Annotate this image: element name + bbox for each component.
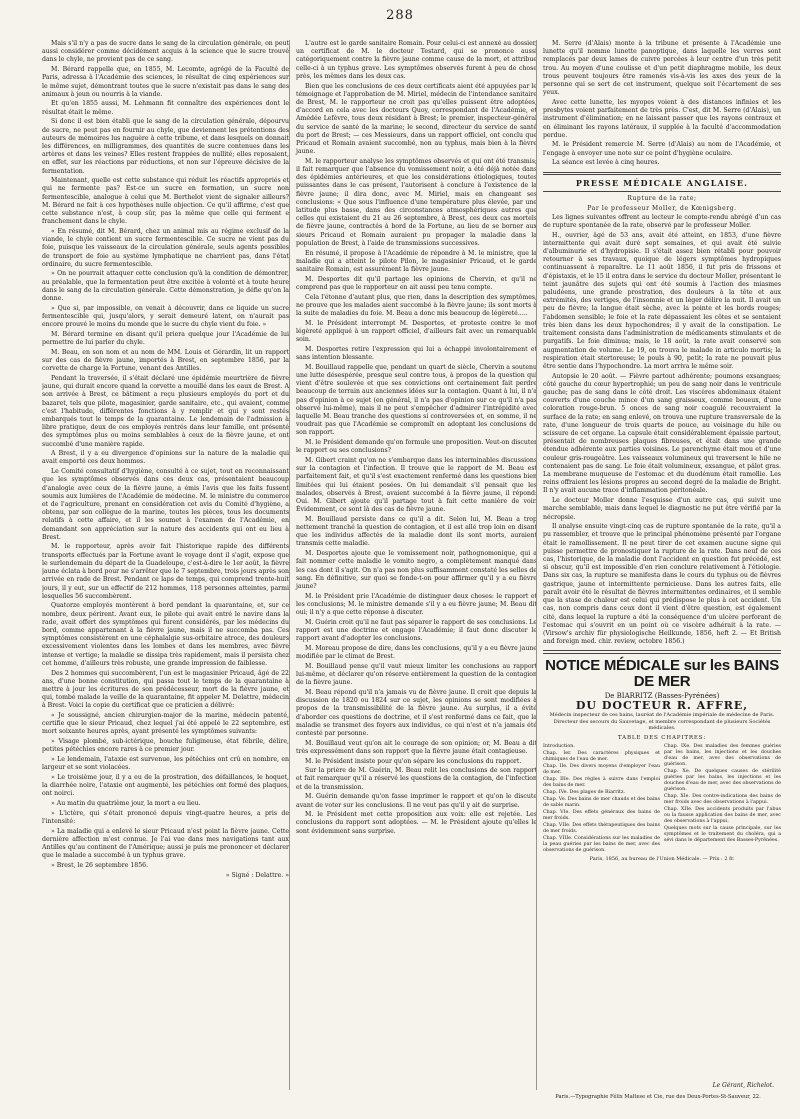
paragraph: Mais s'il n'y a pas de sucre dans le sang de la circulation générale, on peut aussi considérer comme décidément acquis à la science que le sucre trouvé dans le chyle, ne provient pas de ce sang. [42,40,289,64]
paragraph: Et qu'en 1855 aussi, M. Lehmann fit connaître des expériences dont le résultat était le même. [42,100,289,116]
toc-entry: Chap. XIe. Des contre-indications des bains de mer froids avec des observations à l'appui. [664,793,781,805]
paragraph: M. Desportes dit qu'il partage les opinions de Chervin, et qu'il ne comprend pas que le rapporteur en ait aussi peu tenu compte. [296,275,537,291]
paragraph: Si donc il est bien établi que le sang de la circulation générale, dépourvu de sucre, ne peut pas en fournir au chyle, que deviennent les prétentions des auteurs de mémoires lus naguère à cette tribune, et dans lesquels on donnait les différences, en milligrammes, des quantités de sucre contenues dans les artères et dans les veines? Elles restent frappées de nullité; elles reposaient, en effet, sur les réactions par réductions, et non sur l'épreuve décisive de la fermentation. [42,118,289,175]
imprint: Paris.—Typographie Félix Maltese et Cie, rue des Deux-Portes-St-Sauveur, 22. [555,1094,761,1100]
toc-entry: Introduction. [543,743,575,749]
divider [543,191,781,192]
toc-title: TABLE DES CHAPITRES: [617,734,707,741]
paragraph: « Je soussigné, ancien chirurgien-major de la marine, médecin patenté, certifie que le sieur Pricaud, chez lequel j'ai été appelé le 22 septembre, est mort soixante heures après, ayant présenté les symptômes suivants: [42,712,289,736]
paragraph: Cela l'étonne d'autant plus, que rien, dans la description des symptômes, ne prouve que les malades aient succombé à la fièvre jaune; ils sont morts à la suite de maladies du foie. M. Beau a donc mis beaucoup de légèreté..... [296,293,537,317]
toc-entry: Chap. Ier. Des caractères physiques et chimiques de l'eau de mer. [543,750,660,762]
paragraph: M. le Président met cette proposition aux voix: elle est rejetée. Les conclusions du rapport sont adoptées. — M. le Président ajoute qu'elles le sont évidemment sans surprise. [296,811,537,835]
signature: » Signé : Delattre. » [225,871,289,879]
paragraph: Des 2 hommes qui succombèrent, l'un est le magasinier Pricaud, âgé de 22 ans, d'une bonne constitution, qui passa tout le temps de la quarantaine à mettre à jour les écritures de son prédécesseur, mort de la fièvre jaune, et qui, tombé malade la veille de la quarantaine, fit appeler M. Delattre, médecin à Brest. Voici la copie du certificat que ce praticien a délivré: [42,669,289,710]
paragraph: » Au matin du quatrième jour, la mort a eu lieu. [51,800,201,808]
paragraph: » L'ictère, qui s'était prononcé depuis vingt-quatre heures, a pris de l'intensité: [42,809,289,825]
paragraph: M. Desportes retire l'expression qui lui a échappé involontairement et sans intention blessante. [296,345,537,362]
paragraph: M. le Président demande qu'on formule une proposition. Veut-on discuter le rapport ou ses conclusions? [296,439,537,455]
article-title: Rupture de la rate; [627,195,697,203]
paragraph: M. Bouillaud pense qu'il vaut mieux limiter les conclusions au rapport lui-même, et déclarer qu'on réserve entièrement la question de la contagion de la fièvre jaune. [296,662,537,687]
ad-credentials: Médecin inspecteur de ces bains, lauréat de l'Académie impériale de médecine de Paris. Directeur des secours du Sauvetage, et membre correspondant de plusieurs Sociétés médicales. [549,712,775,732]
paragraph: M. le Président interrompt M. Desportes, et proteste contre le mot légèreté appliqué à un rapport officiel, d'ailleurs fait avec un remarquable soin. [296,319,537,344]
paragraph: A Brest, il y a eu divergence d'opinions sur la nature de la maladie qui avait emporté ces deux hommes. [42,450,289,466]
table-of-contents [543,744,781,855]
paragraph: Autopsie le 20 août. — Fièvre partout adhérente; poumons exsangues; côté gauche du cœur hypertrophié; un peu de sang noir dans le ventricule gauche; pas de sang dans le côté droit. Les viscères abdominaux étaient couverts d'une couche mince d'un sang graisseux, comme boueux, d'une coloration rouge-brun. 5 onces de sang noir coagulé recouvraient la surface de la rate; en sang enlevé, on trouva une rupture transversale de la rate, d'une longueur de trois quarts de pouce, au voisinage du hile ou scissure de cet organe. La capsule était considérablement épaissie partout, présentait de nombreuses plaques fibreuses, et était dans une grande étendue adhérente aux parties voisines. Le parenchyme était mou et d'une couleur gris-rougeâtre. Les vaisseaux volumineux qui traversent le hile ne contenaient pas de sang. Le foie était volumineux, exsangue, et pâlot gras. La membrane muqueuse de l'estomac et du duodénum était ramollie. Les reins offraient les lésions propres au second degré de la maladie de Bright. Il n'y avait aucune trace d'inflammation péritonéale. [543,372,781,495]
gerant-line: Le Gérant, Richelot. [712,1082,774,1089]
toc-entry: Chap. XIIe. Des accidents produits par l'abus ou la fausse application des bains de mer, avec des observations à l'appui. [664,806,781,824]
paragraph: » Visage plombé, sub-ictérique, bouche fuligineuse, état fébrile, délire, petites pétéchies encore rares à ce premier jour. [42,738,289,754]
paragraph: Quatorze employés montèrent à bord pendant la quarantaine, et, sur ce nombre, deux périrent. Avant eux, le pilote qui avait entré le navire dans la rade, avait offert des symptômes qui furent considérés, par les médecins du bord, comme appartenant à la fièvre jaune, mais il ne succomba pas. Ces symptômes consistèrent en une céphalalgie sus-orbitaire atroce, des douleurs excessivement violentes dans les lombes et dans les membres, avec fièvre intense et vertige; la maladie se dissipa très rapidement, mais il persista chez cet homme, d'ailleurs très robuste, une grande impression de faiblesse. [42,602,289,667]
paragraph: Maintenant, quelle est cette substance qui réduit les réactifs appropriés et qui ne fermente pas? Est-ce un sucre en formation, un sucre non fermentescible, analogue à celui que M. Berthelot vient de signaler ailleurs? M. Bérard ne fait à ces hypothèses nulle objection. Ce qu'il affirme, c'est que cette substance n'est, à coup sûr, pas la même que celle qui ferment e franchement dans le chyle. [42,177,289,226]
paragraph: » On ne pourrait attaquer cette conclusion qu'à la condition de démontrer, au préalable, que la fermentation peut être excitée à volonté et à toute heure dans le sang de la circulation générale. Cette démonstration, je défie qu'on la donne. [42,270,289,303]
column-2 [289,40,537,1090]
section-heading: PRESSE MÉDICALE ANGLAISE. [575,178,749,189]
section-divider [543,172,781,176]
ad-title: NOTICE MÉDICALE sur les BAINS DE MER [545,656,779,690]
paragraph: Il analyse ensuite vingt-cinq cas de rupture spontanée de la rate, qu'il a pu rassembler, et trouve que le principal phénomène présenté par l'organe était le ramollissement. Il ne peut tirer de cet examen aucune signe qui puisse permettre de pronostiquer la rupture de la rate. Dans neuf de ces cas, l'historique, de la maladie dont l'accident en question fut précédé, est si obscur, qu'il est impossible d'en rien conclure relativement à l'étiologie. Dans six cas, la rupture se manifesta dans le cours du typhus ou de fièvres gastrique, jaune et intermittente pernicieuse. Dans les autres faits, elle paraît avoir été le résultat de fièvres intermittentes ordinaires, et il semble que la stase de chaleur est celui qui prédispose le plus à cet accident. Un cas, non compris dans ceux dont il vient d'être question, est également cité, dans lequel la rupture a été la conséquence d'un ulcère perforant de l'estomac qui s'ouvrit en un point où ce viscère adhérait à la rate. — (Virsow's archiv für physiologische Heilkunde, 1856, heft 2. — Et British and foreign med. chir. review, octobre 1856.) [543,523,781,646]
column-1 [42,40,289,1090]
paragraph: M. Beau, en son nom et au nom de MM. Louis et Gérardin, lit un rapport sur des cas de fièvre jaune, importés à Brest, en septembre 1856, par la corvette de charge la Fortune, venant des Antilles. [42,348,289,373]
paragraph: M. Guérin croit qu'il ne faut pas séparer le rapport de ses conclusions. Le rapport est une doctrine et engage l'Académie; il faut donc discuter le rapport avant d'adopter les conclusions. [296,618,537,643]
article-author: Par le professeur Moller, de Kœnigsberg. [587,204,737,212]
paragraph: » Brest, le 26 septembre 1856. [51,862,149,869]
paragraph: H., ouvrier, âgé de 53 ans, avait été atteint, en 1853, d'une fièvre intermittente qui avait duré sept semaines, et qui avait été suivie d'albuminurie et d'hydropisie. Il s'était assez bien rétabli pour pouvoir retourner à ses travaux, quoique de légers symptômes hydropiques continuassent à reparaître. Le 11 août 1856, il fut pris de frissons et d'épistaxis, et le 15 il entra dans le service du docteur Moller, présentant le teint jaunâtre des sujets qui ont été soumis à l'action des miasmes paludéens, une grande prostration, des douleurs à la tête et aux extrémités, des vertiges, de l'insomnie et un léger délire la nuit. Il avait un peu de fièvre; la langue était sèche, avec la pointe et les bords rouges; l'abdomen sensible; le foie et la rate dépassaient les côtes et se sentaient très bien dans les deux hypochondres; il y avait de la constipation. Le traitement consista dans l'administration de médicaments stimulants et de purgatifs. Le foie diminua; mais, le 18 août, la rate avait conservé son augmentation de volume. Le 19, on trouva le malade in articulo mortis; la respiration était stertoreuse; le pouls à 90, petit; la rate ne pouvait plus être sentie dans l'hypochondre. La mort arriva le même soir. [543,231,781,370]
advertisement [543,658,781,862]
toc-entry: Chap. VIIIe. Considérations sur les maladies de la peau guéries par les bains de mer, avec des observations de guérison. [543,835,660,853]
paragraph: M. Serre (d'Alais) monte à la tribune et présente à l'Académie une lunette qu'il nomme lunette panoptique, dans laquelle les verres sont remplacés par deux lames de cuivre percées à leur centre d'un très petit trou. Au moyen d'une coulisse et d'un petit diaphragme mobile, les deux trous peuvent toujours être ramenés vis-à-vis les axes des yeux de la personne qui se sert de cet instrument, quelque soit l'écartement de ses yeux. [543,40,781,97]
paragraph: En résumé, il propose à l'Académie de répondre à M. le ministre, que la maladie qui a atteint le pilote Pilon, le magasinier Pricaud, et le garde sanitaire Romain, est assurément la fièvre jaune. [296,249,537,273]
page-number: 288 [386,8,414,23]
paragraph: M. le rapporteur, après avoir fait l'historique rapide des différents transports effectués par la Fortune avant le voyage dont il s'agit, expose que le surlendemain du départ de la Guadeloupe, c'est-à-dire le 1er août, la fièvre jaune éclata à bord pour ne s'arrêter que le 7 septembre, trois jours après son arrivée en rade de Brest. Pendant ce laps de temps, qui comprend trente-huit jours, il y eut, sur un effectif de 212 hommes, 118 personnes atteintes, parmi lesquelles 56 succombèrent. [42,543,289,600]
paragraph: M. Gibert craint qu'on ne s'embarque dans les interminables discussions sur la contagion et l'infection. Il trouve que le rapport de M. Beau est parfaitement fait, et qu'il s'est exactement renfermé dans les questions bien limitées qui lui étaient posées. On lui demandait s'il pensait que les malades, observés à Brest, avaient succombé à la fièvre jaune, il répond: Oui. M. Gibert ajoute qu'il partage tout à fait cette manière de voir. Évidemment, ce sont là des cas de fièvre jaune. [296,456,537,514]
paragraph: M. Bouillaud veut qu'on ait le courage de son opinion; or, M. Beau a dit très expressément dans son rapport que la fièvre jaune était contagieuse. [296,739,537,755]
paragraph: M. Bérard termine en disant qu'il priera quelque jour l'Académie de lui permettre de lui parler du chyle. [42,330,289,347]
paragraph: M. le rapporteur analyse les symptômes observés et qui ont été transmis; il fait remarquer que l'absence du vomissement noir, a été déjà notée dans des épidémies antérieures, et que les considérations étiologiques, toutes puissantes dans le cas présent, l'autorisent à conclure à l'existence de la fièvre jaune; il dira donc, avec M. Miriel, mais en changeant ses conclusions: « Que sous l'influence d'une température plus élevée, par une latitude plus basse, dans des circonstances atmosphériques autres que celles qui existaient du 21 au 26 septembre, à Brest, ces deux cas mortels de fièvre jaune, contractés à bord de la Fortune, au lieu de se borner aux sieurs Pricaud et Romain auraient pu propager la maladie dans la population de Brest, à l'aide de transmissions successives. [296,157,537,247]
paragraph: » Le lendemain, l'ataxie est survenue, les pétéchies ont crû en nombre, en largeur et se sont violacées. [42,756,289,772]
paragraph: M. Bérard rappelle que, en 1855, M. Lecomte, agrégé de la Faculté de Paris, adressa à l'Académie des sciences, le résultat de cinq expériences sur le même sujet, démontrant toutes que le sucre n'existait pas dans le sang des animaux à jeun ou nourris à la viande. [42,66,289,98]
paragraph: M. le Président insiste pour qu'on sépare les conclusions du rapport. [305,757,522,765]
ad-doctor: DU DOCTEUR R. AFFRE, [575,699,749,713]
toc-entry: Chap. VIe. Des effets généraux des bains de mer froids. [543,809,660,821]
toc-entry: Chap. IIe. Des divers moyens d'employer l'eau de mer. [543,763,660,775]
paragraph: M. Guérin demande qu'on fasse imprimer le rapport et qu'on le discute avant de voter sur les conclusions. Il ne veut pas qu'il y ait de surprise. [296,793,537,809]
ad-place: De BIARRITZ (Basses-Pyrénées) [604,691,720,700]
paragraph: M. Bouillaud persiste dans ce qu'il a dit. Selon lui, M. Beau a trop nettement tranché la question de contagion, et il est allé trop loin en disant que les individus affectés de la maladie dont ils sont morts, auraient transmis cette maladie. [296,515,537,548]
paragraph: » Que si, par impossible, on venait à découvrir, dans ce liquide un sucre fermentescible qui, jusqu'alors, y serait demeuré latent, on n'aurait pas encore prouvé le moins du monde que le sucre du chyle vient du foie. » [42,304,289,329]
toc-entry: Chap. Xe. De quelques causes de stérilité guéries par les bains, les injections et les douches d'eau de mer, avec des observations de guérison. [664,768,781,792]
paragraph: M. Desportes ajoute que le vomissement noir, pathognomonique, qui a fait nommer cette maladie le vomito negro, a complètement manqué dans les cas dont il s'agit. On n'a pas non plus suffisamment constaté les selles de sang. En définitive, sur quoi se fonde-t-on pour affirmer qu'il y a eu fièvre jaune? [296,550,537,590]
toc-entry: Chap. IVe. Des plages de Biarritz. [543,789,626,795]
toc-entry: Chap. IIIe. Des règles à suivre dans l'emploi des bains de mer. [543,776,660,788]
paragraph: Le docteur Moller donne l'esquisse d'un autre cas, qui suivit une marche semblable, mais dans lequel le diagnostic ne put être vérifié par la nécropsie. [543,497,781,521]
paragraph: » Le troisième jour, il y a eu de la prostration, des défaillances, le hoquet, la diarrhée noire, l'ataxie ont augmenté, les pétéchies ont formé des plaques, ont noirci. [42,773,289,798]
ad-publisher: Paris, 1856, au bureau de l'Union Médicale. — Prix : 2 fr. [589,855,735,862]
paragraph: Sur la prière de M. Guérin, M. Beau relit les conclusions de son rapport et fait remarquer qu'il a réservé les questions de la contagion, de l'infection et de la transmission. [296,767,537,791]
paragraph: M. Beau répond qu'il n'a jamais vu de fièvre jaune. Il croit que depuis la discussion de 1820 ou 1824 sur ce sujet, les opinions se sont modifiées à propos de la transmissibilité de la fièvre jaune. Au surplus, il a évité d'aborder ces questions de doctrine, et il s'est renfermé dans ce fait, que la maladie se transmet des foyers aux individus, ce qui n'est et n'a jamais été contesté par personne. [296,688,537,737]
paragraph: « En résumé, dit M. Bérard, chez un animal mis au régime exclusif de la viande, le chyle contient un sucre fermentescible. Ce sucre ne vient pas du foie, puisque les vaisseaux de la circulation générale, seuls agents possibles de transport de foie au système lymphatique ne charrient pas, dans l'état ordinaire, du sucre fermentescible. [42,227,289,268]
paragraph: Le Comité consultatif d'hygiène, consulté à ce sujet, tout en reconnaissant que les symptômes observés dans ces deux cas, présentaient beaucoup d'analogie avec ceux de la fièvre jaune, a émis l'avis que les faits fussent soumis aux lumières de l'Académie de médecine. M. le ministre du commerce et de l'agriculture, prenant en considération cet avis du Comité d'hygiène, a obtenu, par son collègue de la marine, toutes les pièces, tous les documents relatifs à cette affaire, et il les soumet à l'examen de l'Académie, en demandant son appréciation sur la nature des accidents qui ont eu lieu à Brest. [42,468,289,541]
paragraph: La séance est levée à cinq heures. [552,159,660,167]
toc-entry: Quelques mots sur la cause principale, sur les symptômes et le traitement du choléra, qui a sévi dans le département des Basses-Pyrénées. [664,825,781,843]
paragraph: Avec cette lunette, les myopes voient à des distances infinies et les presbytes voient parfaitement de très près. C'est, dit M. Serre (d'Alais), un instrument d'élimination; en ne laissant passer que les rayons centraux et en éliminant les rayons latéraux, il supplée à la faculté d'accommodation perdue. [543,98,781,139]
paragraph: M. le Président remercie M. Serre (d'Alais) au nom de l'Académie, et l'engage à envoyer une note sur ce point d'hygiène oculaire. [543,141,781,157]
paragraph: Les lignes suivantes offrent au lecteur le compte-rendu abrégé d'un cas de rupture spontanée de la rate, observé par le professeur Moller. [543,213,781,229]
paragraph: Bien que les conclusions de ces deux certificats aient été appuyées par le témoignage et l'approbation de M. Miriel, médecin de l'intendance sanitaire de Brest, M. le rapporteur ne croit pas qu'elles puissent être adoptées, d'accord en cela avec les docteurs Quoy, correspondant de l'Académie, et Amédée Lefèvre, tous deux résidant à Brest; le premier, inspecteur-général du service de santé de la marine; le second, directeur du service de santé du port de Brest; — ces Messieurs, dans un rapport officiel, ont conclu que Pricaud et Romain avaient succombé, non au typhus, mais bien à la fièvre jaune. [296,82,537,156]
paragraph: M. Bouillaud rappelle que, pendant un quart de siècle, Chervin a soutenu une lutte désespérée, presque seul contre tous, à propos de la question qui vient d'être soulevée et que ses convictions ont certainement fait perdre beaucoup de terrain aux anciennes idées sur la contagion. Quant à lui, il n'a pas d'opinion à ce sujet (en général, il n'a pas d'opinion sur ce qu'il n'a pas observé lui-même), mais il ne peut s'empêcher d'admirer l'intrépidité avec laquelle M. Beau tranche des questions si controversées et, en somme, il ne voudrait pas que l'Académie se compromît en adoptant les conclusions de son rapport. [296,363,537,437]
column-3 [536,40,781,1090]
paragraph: » La maladie qui a enlevé le sieur Pricaud n'est point la fièvre jaune. Cette dernière affection m'est connue. Je l'ai vue dans mes navigations tant aux Antilles qu'au continent de l'Amérique; aussi je puis me prononcer et déclarer que le malade a succombé à un typhus grave. [42,827,289,860]
paragraph: L'autre est le garde sanitaire Romain. Pour celui-ci est annexé au dossier, un certificat de M. le docteur Testard, qui se prononce aussi catégoriquement contre la fièvre jaune comme cause de la mort, et attribue celle-ci à un typhus grave. Les symptômes observés furent à peu de chose près, les mêmes dans les deux cas. [296,40,537,80]
toc-entry: Chap. Ve. Des bains de mer chauds et des bains de sable marin. [543,796,660,808]
paragraph: Pendant la traversée, il s'était déclaré une épidémie meurtrière de fièvre jaune, qui durait encore quand la corvette a mouillé dans les eaux de Brest. A son arrivée à Brest, ce bâtiment a reçu plusieurs employés du port et du bazaret, tels que pilote, magasinier, garde sanitaire, etc., qui avaient, comme c'est l'habitude, différentes fonctions à y remplir et qui y sont restés embarqués tout le temps de la quarantaine. Le lendemain de l'admission à libre pratique, deux de ces employés rentrés dans leur famille, ont présenté des symptômes plus ou moins semblables à ceux de la fièvre jaune, et ont succombé d'une manière rapide. [42,374,289,448]
toc-entry: Chap. VIIe. Des effets thérapeutiques des bains de mer froids. [543,822,660,834]
toc-entry: Chap. IXe. Des maladies des femmes guéries par les bains, les injections et les douches d'eau de mer, avec des observations de guérison. [664,743,781,767]
paragraph: M. le Président prie l'Académie de distinguer deux choses: le rapport et les conclusions; M. le ministre demande s'il y a eu fièvre jaune; M. Beau dit oui; il n'y a que cette réponse à discuter. [296,592,537,617]
paragraph: M. Moreau propose de dire, dans les conclusions, qu'il y a eu fièvre jaune modifiée par le climat de Brest. [296,644,537,661]
ad-divider [543,650,781,654]
